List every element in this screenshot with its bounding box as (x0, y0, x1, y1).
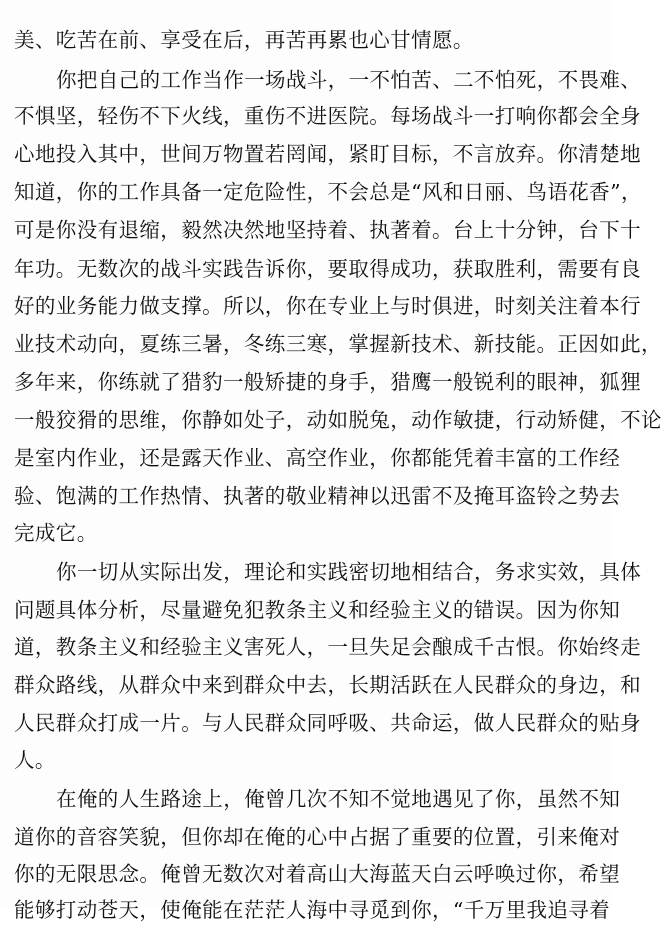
text-line-3: 不惧坚，轻伤不下火线，重伤不进医院。每场战斗一打响你都会全身 (14, 104, 641, 128)
text-line-17: 道，教条主义和经验主义害死人，一旦失足会酿成千古恨。你始终走 (14, 635, 641, 659)
text-line-24: 能够打动苍天，使俺能在茫茫人海中寻觅到你，“千万里我追寻着 (14, 898, 611, 922)
text-line-11: 一般狡猾的思维，你静如处子，动如脱兔，动作敏捷，行动矫健，不论 (14, 408, 662, 432)
text-line-13: 验、饱满的工作热情、执著的敬业精神以迅雷不及掩耳盗铃之势去 (14, 484, 621, 508)
text-line-10: 多年来，你练就了猎豹一般矫捷的身手，猎鹰一般锐利的眼神，狐狸 (14, 370, 641, 394)
text-line-15: 你一切从实际出发，理论和实践密切地相结合，务求实效，具体 (56, 560, 642, 584)
text-line-7: 年功。无数次的战斗实践告诉你，要取得成功，获取胜利，需要有良 (14, 257, 641, 281)
text-line-19: 人民群众打成一片。与人民群众同呼吸、共命运，做人民群众的贴身 (14, 711, 641, 735)
text-line-20: 人。 (14, 748, 56, 772)
text-line-8: 好的业务能力做支撑。所以，你在专业上与时俱进，时刻关注着本行 (14, 294, 641, 318)
text-line-4: 心地投入其中，世间万物置若罔闻，紧盯目标，不言放弃。你清楚地 (14, 142, 641, 166)
text-line-23: 你的无限思念。俺曾无数次对着高山大海蓝天白云呼唤过你，希望 (14, 862, 621, 886)
text-line-1: 美、吃苦在前、享受在后，再苦再累也心甘情愿。 (14, 28, 474, 52)
text-line-21: 在俺的人生路途上，俺曾几次不知不觉地遇见了你，虽然不知 (56, 787, 621, 811)
text-line-12: 是室内作业，还是露天作业、高空作业，你都能凭着丰富的工作经 (14, 446, 621, 470)
text-line-9: 业技术动向，夏练三暑，冬练三寒，掌握新技术、新技能。正因如此， (14, 332, 662, 356)
text-line-18: 群众路线，从群众中来到群众中去，长期活跃在人民群众的身边，和 (14, 673, 641, 697)
text-line-6: 可是你没有退缩，毅然决然地坚持着、执著着。台上十分钟，台下十 (14, 218, 641, 242)
text-line-5: 知道，你的工作具备一定危险性，不会总是“风和日丽、鸟语花香”， (14, 180, 642, 204)
text-line-22: 道你的音容笑貌，但你却在俺的心中占据了重要的位置，引来俺对 (14, 825, 621, 849)
text-line-16: 问题具体分析，尽量避免犯教条主义和经验主义的错误。因为你知 (14, 598, 621, 622)
text-line-14: 完成它。 (14, 521, 98, 545)
text-line-2: 你把自己的工作当作一场战斗，一不怕苦、二不怕死，不畏难、 (56, 68, 642, 92)
